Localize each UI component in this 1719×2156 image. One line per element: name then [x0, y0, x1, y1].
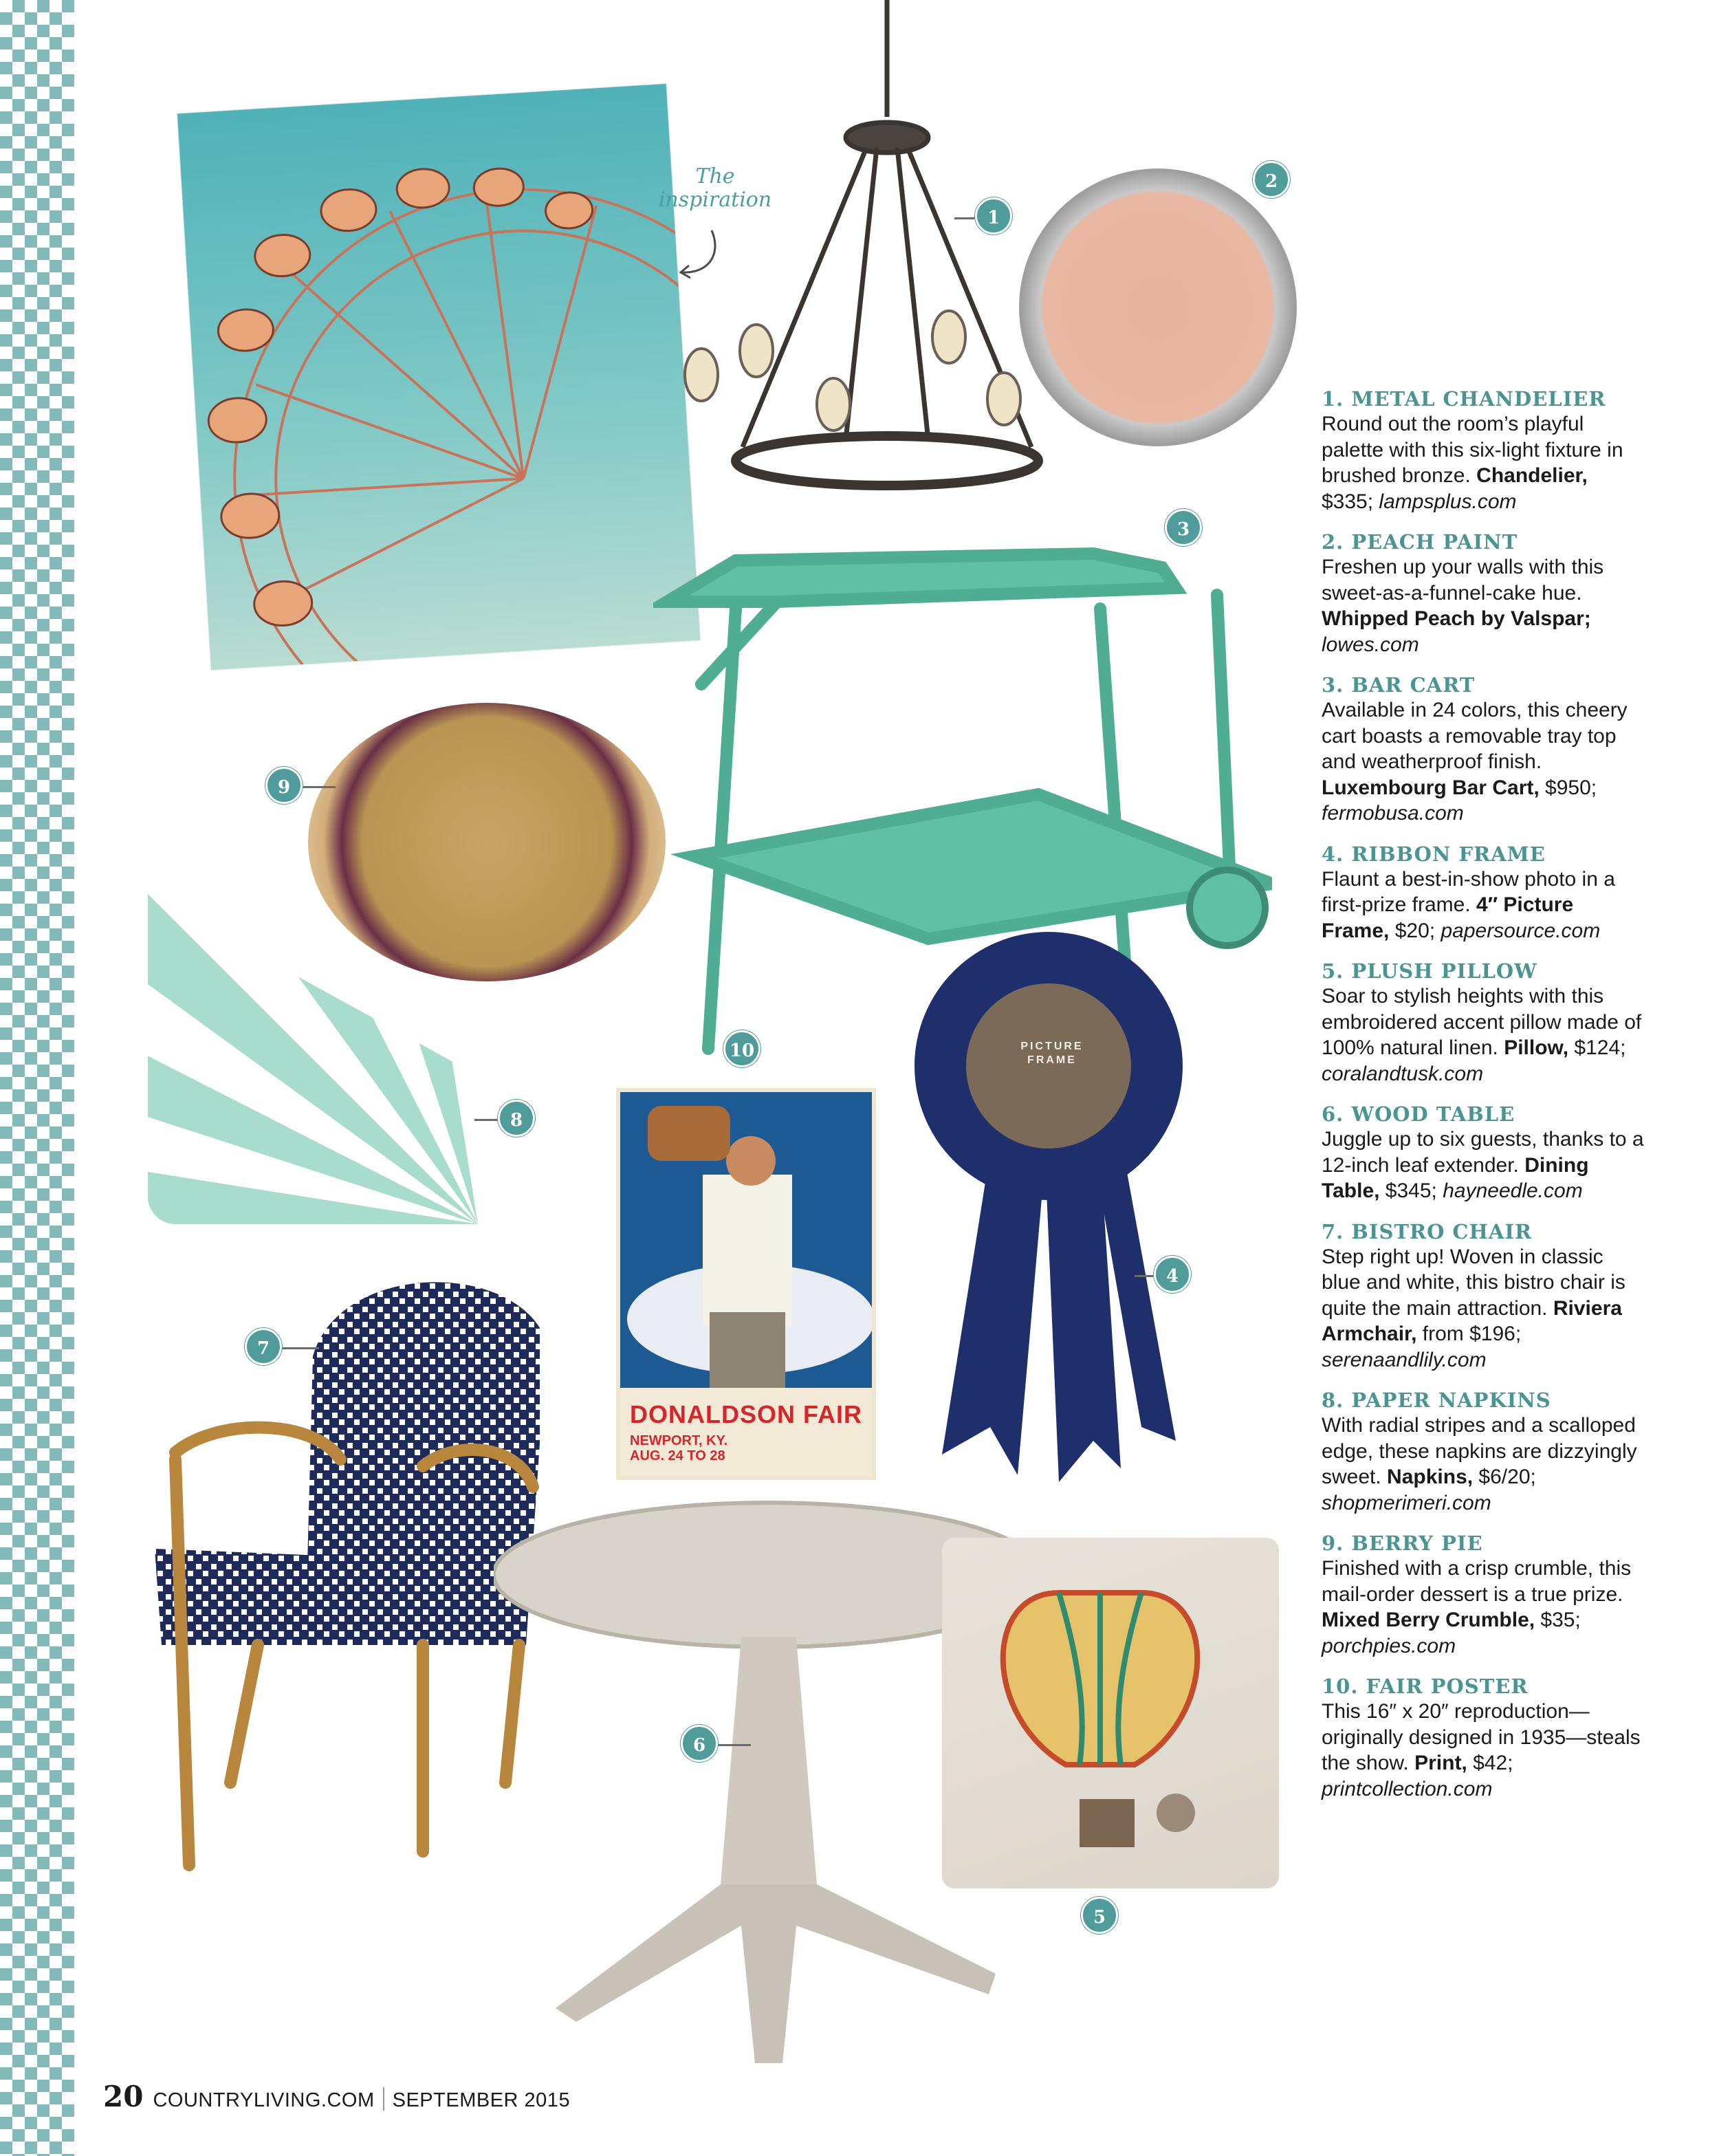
product-description: Finished with a crisp crumble, this mail-order dessert is a true prize. Mixed Berry Crumble, $35; porchpies.com: [1322, 1557, 1632, 1657]
page-footer: [103, 2080, 571, 2113]
hot-air-balloon-embroidery: [942, 1538, 1279, 1888]
product-description: This 16″ x 20″ reproduction—originally designed in 1935—steals the show. Print, $42; printcollection.com: [1322, 1700, 1641, 1800]
product-entry: [1322, 1531, 1645, 1659]
page-number: 20: [103, 2080, 144, 2113]
product-entry: [1322, 842, 1645, 944]
footer-divider: [383, 2087, 384, 2111]
product-description: Freshen up your walls with this sweet-as-a-funnel-cake hue. Whipped Peach by Valspar; lowes.com: [1322, 556, 1604, 656]
inspiration-line-1: The: [695, 164, 735, 188]
product-description: Flaunt a best-in-show photo in a first-prize frame. 4″ Picture Frame, $20; papersource.com: [1322, 867, 1615, 942]
checkered-border: [0, 0, 74, 2156]
product-description: Juggle up to six guests, thanks to a 12-inch leaf extender. Dining Table, $345; hayneedle.com: [1322, 1128, 1644, 1202]
product-site-link[interactable]: coralandtusk.com: [1322, 1062, 1484, 1085]
product-site-link[interactable]: lowes.com: [1322, 633, 1419, 656]
product-heading: 8. PAPER NAPKINS: [1322, 1389, 1551, 1412]
paint-can-image: [1019, 168, 1297, 446]
footer-issue: SEPTEMBER 2015: [392, 2089, 571, 2111]
ferris-wheel-illustration: [177, 84, 700, 670]
pillow-image: [942, 1538, 1279, 1888]
product-description: Round out the room’s playful palette with this six-light fixture in brushed bronze. Chandelier, $335; lampsplus.com: [1322, 413, 1623, 513]
product-heading: 9. BERRY PIE: [1322, 1532, 1483, 1555]
product-entry: [1322, 1388, 1645, 1516]
callout-badge-8: 8: [498, 1100, 535, 1137]
fair-poster-image: [616, 1088, 876, 1480]
callout-badge-7: 7: [245, 1328, 282, 1365]
product-heading: 4. RIBBON FRAME: [1322, 842, 1546, 866]
product-site-link[interactable]: shopmerimeri.com: [1322, 1491, 1491, 1514]
callout-badge-9: 9: [265, 767, 303, 804]
callout-badge-3: 3: [1165, 509, 1202, 546]
product-entry: [1322, 530, 1645, 657]
product-heading: 2. PEACH PAINT: [1322, 530, 1518, 554]
product-site-link[interactable]: serenaandlily.com: [1322, 1348, 1487, 1371]
product-description: With radial stripes and a scalloped edge, these napkins are dizzyingly sweet. Napkins, $6/20; shopmerimeri.com: [1322, 1414, 1637, 1514]
product-heading: 5. PLUSH PILLOW: [1322, 959, 1537, 983]
berry-pie-image: [308, 703, 666, 981]
poster-title: DONALDSON FAIR: [630, 1400, 862, 1428]
product-site-link[interactable]: porchpies.com: [1322, 1634, 1456, 1657]
product-entry: [1322, 1674, 1645, 1802]
callout-badge-2: 2: [1253, 161, 1290, 198]
product-entry: [1322, 959, 1645, 1087]
bistro-chair-image: [134, 1260, 540, 1879]
product-site-link[interactable]: hayneedle.com: [1443, 1179, 1583, 1202]
product-description: Soar to stylish heights with this embroidered accent pillow made of 100% natural linen. Pillow, $124; coralandtusk.com: [1322, 985, 1642, 1085]
product-entry: [1322, 386, 1645, 514]
callout-badge-5: 5: [1081, 1897, 1118, 1934]
product-site-link[interactable]: printcollection.com: [1322, 1777, 1493, 1800]
product-site-link[interactable]: lampsplus.com: [1379, 490, 1517, 513]
poster-subtitle: [630, 1433, 727, 1463]
product-heading: 3. BAR CART: [1322, 673, 1476, 697]
product-site-link[interactable]: papersource.com: [1441, 919, 1601, 942]
callout-badge-1: 1: [975, 197, 1012, 235]
callout-badge-6: 6: [681, 1725, 718, 1762]
picture-frame-label: PICTURE FRAME: [1020, 1041, 1084, 1066]
poster-location: NEWPORT, KY.: [630, 1433, 728, 1448]
product-heading: 10. FAIR POSTER: [1322, 1675, 1529, 1698]
product-entry: [1322, 673, 1645, 827]
callout-badge-10: 10: [723, 1030, 760, 1067]
product-entry: [1322, 1102, 1645, 1204]
product-heading: 7. BISTRO CHAIR: [1322, 1219, 1533, 1243]
ferris-wheel-photo: [177, 84, 700, 670]
product-site-link[interactable]: fermobusa.com: [1322, 802, 1464, 825]
inspiration-line-2: inspiration: [658, 188, 772, 212]
poster-dates: AUG. 24 TO 28: [630, 1448, 725, 1463]
leader-line-9: [303, 786, 336, 788]
poster-illustration: [620, 1092, 876, 1388]
product-heading: 6. WOOD TABLE: [1322, 1102, 1515, 1126]
product-description: Available in 24 colors, this cheery cart boasts a removable tray top and weatherproof finish. Luxembourg Bar Cart, $950; fermobusa.com: [1322, 699, 1628, 825]
leader-line-7: [278, 1347, 319, 1349]
product-heading: 1. METAL CHANDELIER: [1322, 387, 1606, 411]
callout-badge-4: 4: [1154, 1256, 1191, 1293]
product-entry: [1322, 1219, 1645, 1373]
ribbon-frame-image: [915, 932, 1183, 1482]
footer-site: COUNTRYLIVING.COM: [153, 2089, 375, 2111]
product-description: Step right up! Woven in classic blue and white, this bistro chair is quite the main attraction. Riviera Armchair, from $196; serenaandlily.com: [1322, 1245, 1625, 1371]
product-list: [1322, 386, 1645, 1817]
leader-line-6: [715, 1744, 751, 1746]
